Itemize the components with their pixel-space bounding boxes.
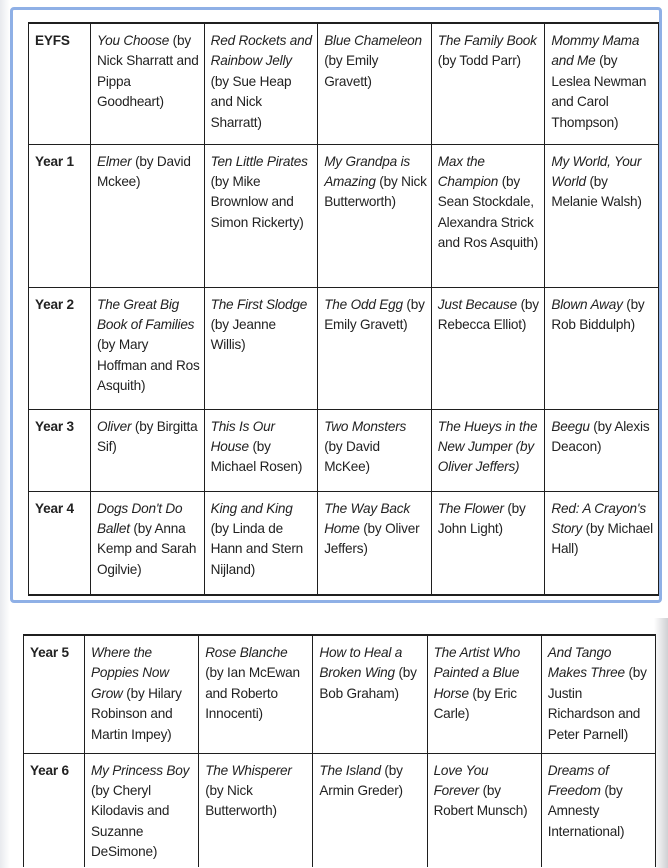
- book-author: (by Birgitta Sif): [97, 418, 198, 454]
- book-title: This Is Our House: [210, 418, 275, 454]
- book-author: (by Hilary Robinson and Martin Impey): [91, 685, 182, 742]
- book-title: My Grandpa is Amazing: [324, 153, 410, 189]
- book-cell: [204, 287, 318, 409]
- book-author: (by Nick Butterworth): [205, 782, 277, 819]
- book-author: (by Anna Kemp and Sarah Ogilvie): [97, 520, 197, 577]
- book-cell: [545, 409, 659, 491]
- book-cell: [318, 491, 432, 595]
- book-author: (by Ian McEwan and Roberto Innocenti): [205, 665, 300, 722]
- table-row: [29, 144, 659, 287]
- book-cell: [318, 409, 432, 491]
- book-cell: [85, 635, 199, 753]
- book-author: (by Eric Carle): [433, 685, 517, 722]
- book-author: (by Robert Munsch): [433, 782, 528, 819]
- table-row: [29, 491, 659, 595]
- book-author: (by Nick Sharratt and Pippa Goodheart): [97, 33, 199, 110]
- book-cell: [318, 287, 432, 409]
- book-title: Mommy Mama and Me: [551, 33, 640, 69]
- book-cell: [204, 491, 318, 595]
- book-title: The First Slodge: [210, 296, 308, 312]
- book-author: (by Rebecca Elliot): [437, 296, 539, 332]
- book-author: (by Michael Hall): [551, 520, 653, 557]
- book-cell: [91, 144, 205, 287]
- book-cell: [545, 287, 659, 409]
- scan-edge-right: [654, 618, 668, 868]
- book-cell: [204, 144, 318, 287]
- year-label: Year 1: [29, 144, 91, 287]
- year-label: Year 6: [24, 753, 85, 867]
- table-row: [29, 287, 659, 409]
- book-cell: [313, 753, 427, 867]
- book-title: The Great Big Book of Families: [97, 296, 195, 332]
- book-title: Two Monsters: [324, 418, 407, 434]
- book-cell: [91, 23, 205, 144]
- book-table-bottom: [23, 634, 656, 867]
- book-cell: [427, 753, 541, 867]
- book-title: You Choose: [97, 33, 170, 48]
- book-author: (by David Mckee): [97, 153, 191, 189]
- year-label: Year 5: [24, 635, 85, 753]
- book-author: (by Alexis Deacon): [551, 418, 650, 454]
- book-author: (by Sean Stockdale, Alexandra Strick and Ros Asquith): [437, 173, 539, 251]
- book-title: Elmer: [97, 153, 132, 169]
- book-author: (by Emily Gravett): [324, 296, 425, 332]
- book-cell: [318, 23, 432, 144]
- book-author: (by Linda de Hann and Stern Nijland): [210, 520, 304, 577]
- book-cell: [91, 287, 205, 409]
- book-title: The Artist Who Painted a Blue Horse: [433, 645, 521, 701]
- book-cell: [199, 753, 313, 867]
- book-cell: [313, 635, 427, 753]
- book-title: Just Because: [437, 296, 517, 312]
- book-title: The Way Back Home: [324, 500, 410, 536]
- book-title: King and King: [210, 500, 293, 516]
- book-title: My Princess Boy: [91, 762, 190, 778]
- book-cell: [545, 23, 659, 144]
- book-cell: [318, 144, 432, 287]
- book-cell: [204, 409, 318, 491]
- book-title: Dreams of Freedom: [547, 762, 609, 798]
- book-cell: [431, 287, 545, 409]
- book-author: (by Amnesty International): [547, 782, 625, 839]
- book-title: Red Rockets and Rainbow Jelly: [210, 33, 312, 69]
- book-title: The Family Book: [437, 33, 537, 48]
- book-cell: [541, 635, 655, 753]
- book-author: (by Jeanne Willis): [210, 316, 276, 353]
- year-label: EYFS: [29, 23, 91, 144]
- book-cell: [545, 144, 659, 287]
- book-cell: [431, 409, 545, 491]
- book-author: (by Melanie Walsh): [551, 173, 642, 210]
- book-cell: [85, 753, 199, 867]
- year-label: Year 4: [29, 491, 91, 595]
- book-author: (by Justin Richardson and Peter Parnell): [547, 665, 647, 742]
- book-title: The Whisperer: [205, 762, 292, 778]
- book-title: And Tango Makes Three: [547, 645, 625, 681]
- book-cell: [431, 23, 545, 144]
- book-author: (by Sue Heap and Nick Sharratt): [210, 73, 292, 130]
- book-title: Blue Chameleon: [324, 33, 422, 48]
- book-title: Dogs Don't Do Ballet: [97, 500, 183, 536]
- table-row: [29, 23, 659, 144]
- book-cell: [204, 23, 318, 144]
- book-author: (by Oliver Jeffers): [324, 520, 420, 557]
- book-author: (by John Light): [437, 500, 526, 536]
- book-title: Ten Little Pirates: [210, 153, 308, 169]
- book-title: My World, Your World: [551, 153, 642, 189]
- book-title: The Odd Egg: [324, 296, 403, 312]
- book-title: Where the Poppies Now Grow: [91, 645, 169, 701]
- book-cell: [91, 491, 205, 595]
- book-title: How to Heal a Broken Wing: [319, 645, 403, 681]
- book-cell: [431, 491, 545, 595]
- table-row: [24, 635, 656, 753]
- book-author: (by David McKee): [324, 438, 380, 475]
- book-author: (by Leslea Newman and Carol Thompson): [551, 53, 647, 130]
- book-author: (by Rob Biddulph): [551, 296, 645, 332]
- book-author: (by Cheryl Kilodavis and Suzanne DeSimone): [91, 782, 170, 860]
- table-row: [29, 409, 659, 491]
- book-title: Blown Away: [551, 296, 623, 312]
- book-table-top: [28, 22, 659, 596]
- book-author: (by Bob Graham): [319, 665, 417, 701]
- book-author: (by Emily Gravett): [324, 53, 379, 89]
- book-author: (by Michael Rosen): [210, 438, 303, 475]
- year-label: Year 2: [29, 287, 91, 409]
- book-cell: [199, 635, 313, 753]
- book-title: Rose Blanche: [205, 645, 288, 660]
- book-title: Max the Champion: [437, 153, 499, 189]
- book-title: Oliver: [97, 418, 132, 434]
- table-row: [24, 753, 656, 867]
- book-title: Love You Forever: [433, 762, 489, 798]
- book-cell: [427, 635, 541, 753]
- book-author: (by Todd Parr): [437, 53, 521, 69]
- book-author: (by Nick Butterworth): [324, 173, 427, 210]
- book-title: The Island: [319, 762, 381, 778]
- book-title: Beegu: [551, 418, 590, 434]
- book-title: The Flower: [437, 500, 504, 516]
- book-author: (by Mary Hoffman and Ros Asquith): [97, 337, 200, 394]
- book-cell: [541, 753, 655, 867]
- book-cell: [545, 491, 659, 595]
- book-title: Red: A Crayon's Story: [551, 500, 646, 536]
- year-label: Year 3: [29, 409, 91, 491]
- book-cell: [91, 409, 205, 491]
- book-title: The Hueys in the New Jumper (by Oliver Jeffers): [437, 418, 538, 475]
- book-author: (by Armin Greder): [319, 762, 403, 798]
- book-author: (by Mike Brownlow and Simon Rickerty): [210, 173, 304, 230]
- book-cell: [431, 144, 545, 287]
- scan-edge-left: [0, 0, 10, 868]
